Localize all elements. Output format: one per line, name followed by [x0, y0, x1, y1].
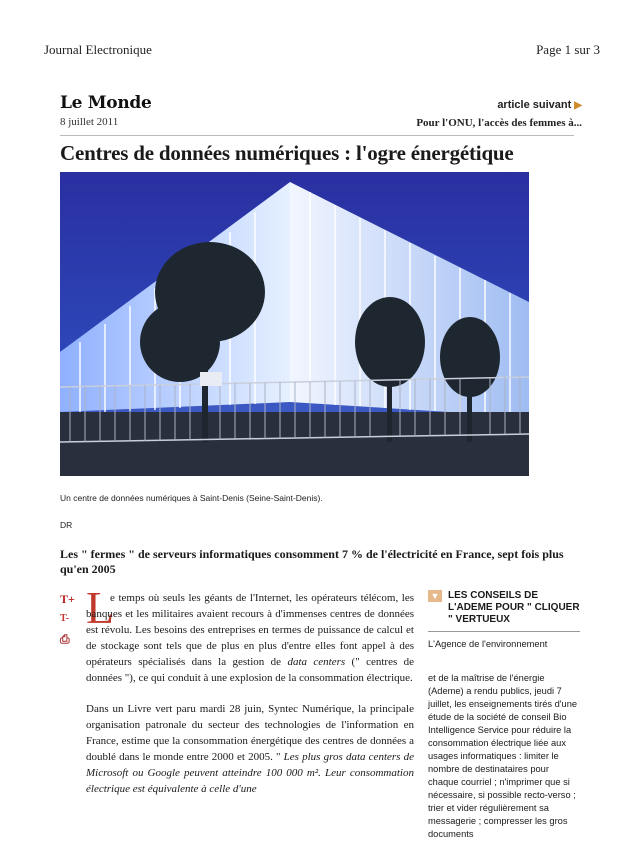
header-divider: [60, 135, 574, 136]
reduce-text-button[interactable]: T-: [60, 613, 70, 624]
sidebar-heading[interactable]: [428, 590, 580, 626]
enlarge-text-button[interactable]: T+: [60, 592, 75, 606]
drop-cap: L: [86, 582, 115, 633]
photo-credit: DR: [60, 520, 73, 530]
page-indicator: Page 1 sur 3: [536, 42, 600, 57]
sidebar-text: et de la maîtrise de l'énergie (Ademe) a rendu publics, jeudi 7 juillet, les enseignements tirés d'une étude de la société de conseil Bio Intelligence Service pour réduire la consommation électrique liée aux usages informatiques : limiter le nombre de destinataires pour chaque courriel ; n'imprimer que si nécessaire, si possible recto-verso ; trier et vider régulièrement sa messagerie ; compresser les gros documents: [428, 673, 578, 839]
next-article-label: article suivant: [497, 99, 572, 111]
print-icon[interactable]: ⎙: [60, 632, 70, 646]
next-arrow-icon: ▶: [574, 100, 582, 111]
next-article-title[interactable]: Pour l'ONU, l'accès des femmes à...: [416, 117, 582, 129]
photo-caption: Un centre de données numériques à Saint-Denis (Seine-Saint-Denis).: [60, 493, 323, 503]
print-source: Journal Electronique: [44, 42, 152, 57]
reading-tools: [60, 592, 80, 652]
article-lede: Les " fermes " de serveurs informatiques consomment 7 % de l'électricité en France, sept fois plus qu'en 2005: [60, 547, 564, 576]
le-monde-logo[interactable]: Le Monde: [60, 93, 152, 113]
article-headline: Centres de données numériques : l'ogre énergétique: [60, 141, 514, 165]
sidebar-divider: [428, 631, 580, 632]
sidebar-title: LES CONSEILS DE L'ADEME POUR " CLIQUER " VERTUEUX: [448, 590, 580, 625]
publication-date: 8 juillet 2011: [60, 116, 119, 128]
paragraph-2: Dans un Livre vert paru mardi 28 juin, Syntec Numérique, la principale organisation patronale du secteur des technologies de l'information en France, estime que la consommation énergétique des centres de données a doublé dans le monde entre 2000 et 2005. " Les plus gros data centers de Microsoft ou Google peuvent atteindre 100 000 m². Leur consommation électrique est équivalente à celle d'une: [86, 703, 414, 795]
next-article-link[interactable]: [497, 99, 582, 111]
expand-arrow-icon[interactable]: ▼: [428, 590, 442, 602]
paragraph-1: e temps où seuls les géants de l'Internet, les opérateurs télécom, les banques et les militaires avaient recours à d'immenses centres de données est révolu. Les besoins des entreprises en termes de puissance de calcul et de stockage sont tels que de plus en plus d'entre elles font appel à des opérateurs spécialisés dans la gestion de data centers (" centres de données "), ce qui conduit à une explosion de la consommation électrique.: [86, 592, 415, 684]
ademe-sidebar: [428, 590, 580, 841]
sidebar-line-1: L'Agence de l'environnement: [428, 639, 548, 649]
article-photo: [60, 172, 529, 476]
article-body: [86, 590, 414, 812]
print-header: [44, 42, 600, 60]
